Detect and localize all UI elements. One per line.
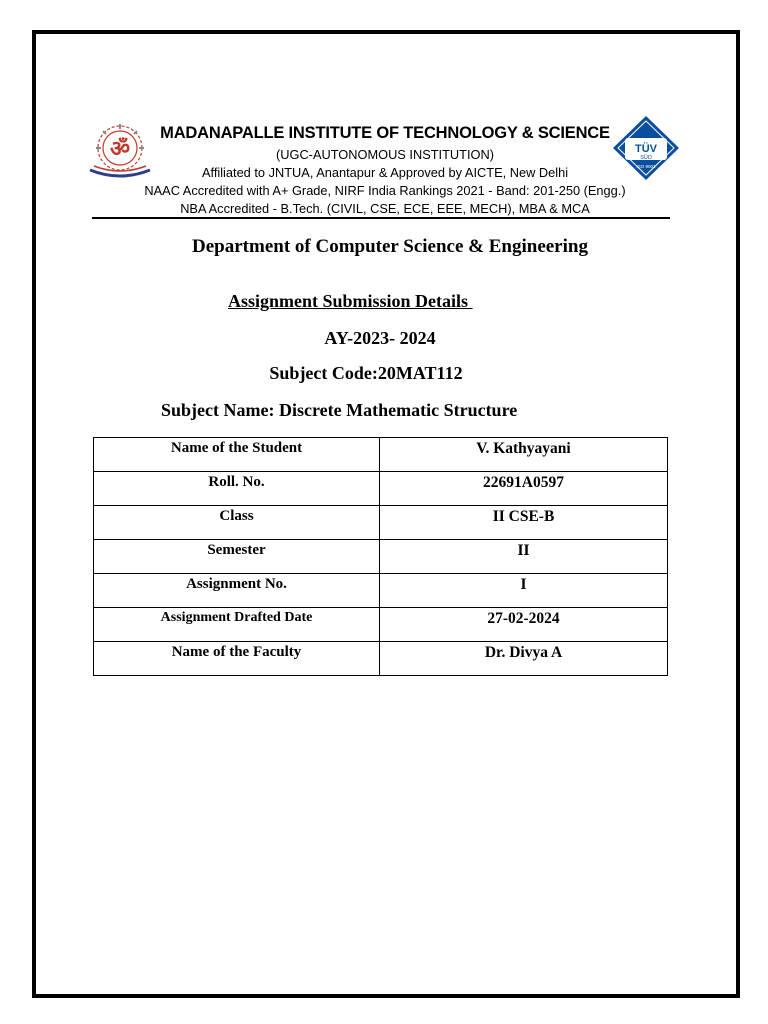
row-label: Name of the Student [94, 438, 380, 472]
iso-text: ISO 9001 [636, 164, 656, 169]
table-row [94, 506, 668, 540]
institution-header [140, 124, 630, 218]
row-value: 27-02-2024 [380, 608, 668, 642]
table-row [94, 608, 668, 642]
institution-accreditation-naac: NAAC Accredited with A+ Grade, NIRF India Rankings 2021 - Band: 201-250 (Engg.) [144, 183, 626, 198]
row-value: Dr. Divya A [380, 642, 668, 676]
row-value: II CSE-B [380, 506, 668, 540]
subject-code: Subject Code:20MAT112 [269, 363, 463, 383]
table-row [94, 472, 668, 506]
row-value: V. Kathyayani [380, 438, 668, 472]
header-divider [92, 217, 670, 219]
table-row [94, 540, 668, 574]
submission-details-table [93, 437, 668, 676]
row-label: Assignment No. [94, 574, 380, 608]
svg-text:ॐ: ॐ [109, 137, 131, 162]
institution-accreditation-nba: NBA Accredited - B.Tech. (CIVIL, CSE, ECE, EEE, MECH), MBA & MCA [180, 201, 590, 216]
row-label: Name of the Faculty [94, 642, 380, 676]
table-row [94, 438, 668, 472]
table-row [94, 642, 668, 676]
row-value: II [380, 540, 668, 574]
document-title: Assignment Submission Details [228, 291, 473, 311]
sud-text: SÜD [640, 155, 652, 161]
institution-status: (UGC-AUTONOMOUS INSTITUTION) [275, 147, 494, 162]
institution-name: MADANAPALLE INSTITUTE OF TECHNOLOGY & SCIENCE [160, 124, 610, 142]
row-label: Class [94, 506, 380, 540]
tuv-text: TÜV [635, 143, 657, 155]
row-label: Semester [94, 540, 380, 574]
row-value: 22691A0597 [380, 472, 668, 506]
table-row [94, 574, 668, 608]
department-title: Department of Computer Science & Engineering [192, 236, 588, 257]
row-label: Roll. No. [94, 472, 380, 506]
institution-affiliation: Affiliated to JNTUA, Anantapur & Approved by AICTE, New Delhi [201, 165, 569, 180]
row-label: Assignment Drafted Date [94, 608, 380, 642]
subject-name: Subject Name: Discrete Mathematic Structure [161, 400, 518, 420]
row-value: I [380, 574, 668, 608]
academic-year: AY-2023- 2024 [324, 328, 436, 348]
